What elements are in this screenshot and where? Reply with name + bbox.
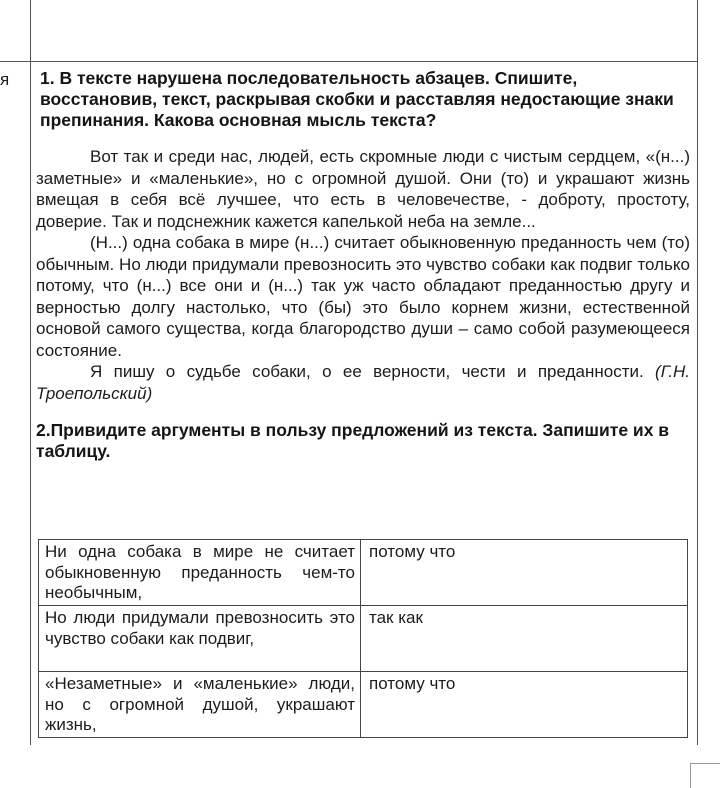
task1-heading: 1. В тексте нарушена последовательность абзацев. Спишите, восстановив, текст, раскрывая скобки и расставляя недостающие знаки препинания. Какова основная мысль текста? (40, 68, 674, 130)
frame-right-line (697, 0, 698, 745)
statement-cell: Но люди придумали превозносить это чувство собаки как подвиг, (39, 606, 361, 672)
table-row (39, 606, 688, 672)
text-paragraph-1: Вот так и среди нас, людей, есть скромные люди с чистым сердцем, «(н...) заметные» и «маленькие», но с огромной душой. Они (то) и украшают жизнь вмещая в себя всё лучшее, что есть в человечестве, - доброту, простоту, доверие. Так и подснежник кажется капелькой неба на земле... (36, 147, 690, 231)
table-row (39, 672, 688, 738)
frame-left-line (30, 0, 31, 745)
connector-cell: так как (361, 606, 688, 672)
final-sentence: Я пишу о судьбе собаки, о ее верности, чести и преданности. (90, 362, 644, 381)
connector-cell: потому что (361, 672, 688, 738)
text-paragraph-3 (36, 361, 690, 404)
page-corner-mark (690, 763, 720, 788)
statement-cell: Ни одна собака в мире не считает обыкновенную преданность чем-то необычным, (39, 540, 361, 606)
task2-heading: 2.Привидите аргументы в пользу предложений из текста. Запишите их в таблицу. (36, 420, 670, 461)
frame-top-line (0, 61, 698, 62)
author-attribution: (Г.Н. Троепольский) (36, 362, 690, 403)
margin-letter: я (0, 70, 10, 89)
assignment-content (36, 68, 690, 462)
table-row (39, 540, 688, 606)
text-paragraph-2: (Н...) одна собака в мире (н...) считает обыкновенную преданность чем (то) обычным. Но люди придумали превозносить это чувство собаки как подвиг только потому, что (н...) все они и (н...) так уж часто обладают преданностью другу и верностью долгу настолько, что (бы) это было корнем жизни, естественной основой самого существа, когда благородство души – само собой разумеющееся состояние. (36, 233, 690, 360)
connector-cell: потому что (361, 540, 688, 606)
statement-cell: «Незаметные» и «маленькие» люди, но с огромной душой, украшают жизнь, (39, 672, 361, 738)
arguments-table (38, 539, 688, 738)
